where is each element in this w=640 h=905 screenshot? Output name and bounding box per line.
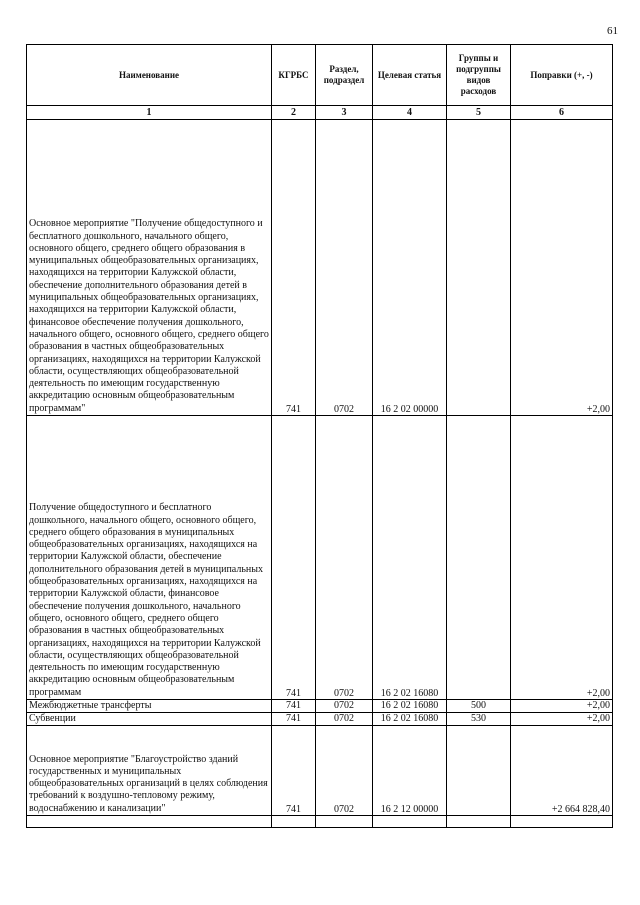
row-kgrbs: 741: [272, 726, 316, 816]
row-group: [447, 726, 511, 816]
row-section: 0702: [316, 416, 373, 700]
row-amount: +2 664 828,40: [511, 726, 613, 816]
row-name: Получение общедоступного и бесплатного дошкольного, начального общего, основного общего, среднего общего образования в муниципальных общеобразовательных организациях, находящихся на территории Калужской области, обеспечение дополнительного образования детей в муниципальных общеобразовательных организациях, находящихся на территории Калужской области, финансовое обеспечение получения дошкольного, начального общего, основного общего, среднего общего образования в частных общеобразовательных организациях, находящихся на территории Калужской области, осуществляющих общеобразовательной деятельность по имеющим государственную аккредитацию основным общеобразовательным программам: [27, 416, 272, 700]
header-row: [27, 45, 613, 106]
row-name: Основное мероприятие "Получение общедоступного и бесплатного дошкольного, начального общего, основного общего, среднего общего образования в муниципальных общеобразовательных организациях, находящихся на территории Калужской области, обеспечение дополнительного образования детей в муниципальных общеобразовательных организациях, находящихся на территории Калужской области, финансовое обеспечение получения дошкольного, начального общего, основного общего, среднего общего образования в частных общеобразовательных организациях, находящихся на территории Калужской области, осуществляющих общеобразовательной деятельность по имеющим государственную аккредитацию основным общеобразовательным программам": [27, 120, 272, 416]
row-amount: +2,00: [511, 120, 613, 416]
row-section: 0702: [316, 713, 373, 726]
row-amount: +2,00: [511, 713, 613, 726]
column-number: 1: [27, 106, 272, 120]
row-target: 16 2 02 16080: [373, 713, 447, 726]
row-group: [447, 120, 511, 416]
header-groups: Группы и подгруппы видов расходов: [447, 45, 511, 106]
column-number: 6: [511, 106, 613, 120]
row-section: 0702: [316, 700, 373, 713]
column-number: 5: [447, 106, 511, 120]
row-group: 500: [447, 700, 511, 713]
row-target: 16 2 02 00000: [373, 120, 447, 416]
row-name: Межбюджетные трансферты: [27, 700, 272, 713]
table-row: [27, 700, 613, 713]
row-kgrbs: 741: [272, 120, 316, 416]
row-target: 16 2 02 16080: [373, 416, 447, 700]
row-name: Основное мероприятие "Благоустройство зданий государственных и муниципальных общеобразовательных организаций в целях соблюдения требований к воздушно-тепловому режиму, водоснабжению и канализации": [27, 726, 272, 816]
row-target: 16 2 02 16080: [373, 700, 447, 713]
row-kgrbs: 741: [272, 416, 316, 700]
budget-table: [26, 44, 613, 828]
page-number: 61: [607, 25, 618, 37]
header-amendments: Поправки (+, -): [511, 45, 613, 106]
row-kgrbs: 741: [272, 713, 316, 726]
header-kgrbs: КГРБС: [272, 45, 316, 106]
column-number: 2: [272, 106, 316, 120]
table-row: [27, 416, 613, 700]
header-name: Наименование: [27, 45, 272, 106]
row-section: 0702: [316, 726, 373, 816]
row-group: 530: [447, 713, 511, 726]
table-row: [27, 120, 613, 416]
table-row: [27, 713, 613, 726]
column-number: 4: [373, 106, 447, 120]
header-target: Целевая статья: [373, 45, 447, 106]
row-amount: +2,00: [511, 700, 613, 713]
header-section: Раздел, подраздел: [316, 45, 373, 106]
row-name: Субвенции: [27, 713, 272, 726]
row-target: 16 2 12 00000: [373, 726, 447, 816]
table-row: [27, 726, 613, 816]
row-kgrbs: 741: [272, 700, 316, 713]
column-number: 3: [316, 106, 373, 120]
row-group: [447, 416, 511, 700]
row-amount: +2,00: [511, 416, 613, 700]
row-section: 0702: [316, 120, 373, 416]
table-row-continuation: [27, 816, 613, 828]
column-number-row: [27, 106, 613, 120]
